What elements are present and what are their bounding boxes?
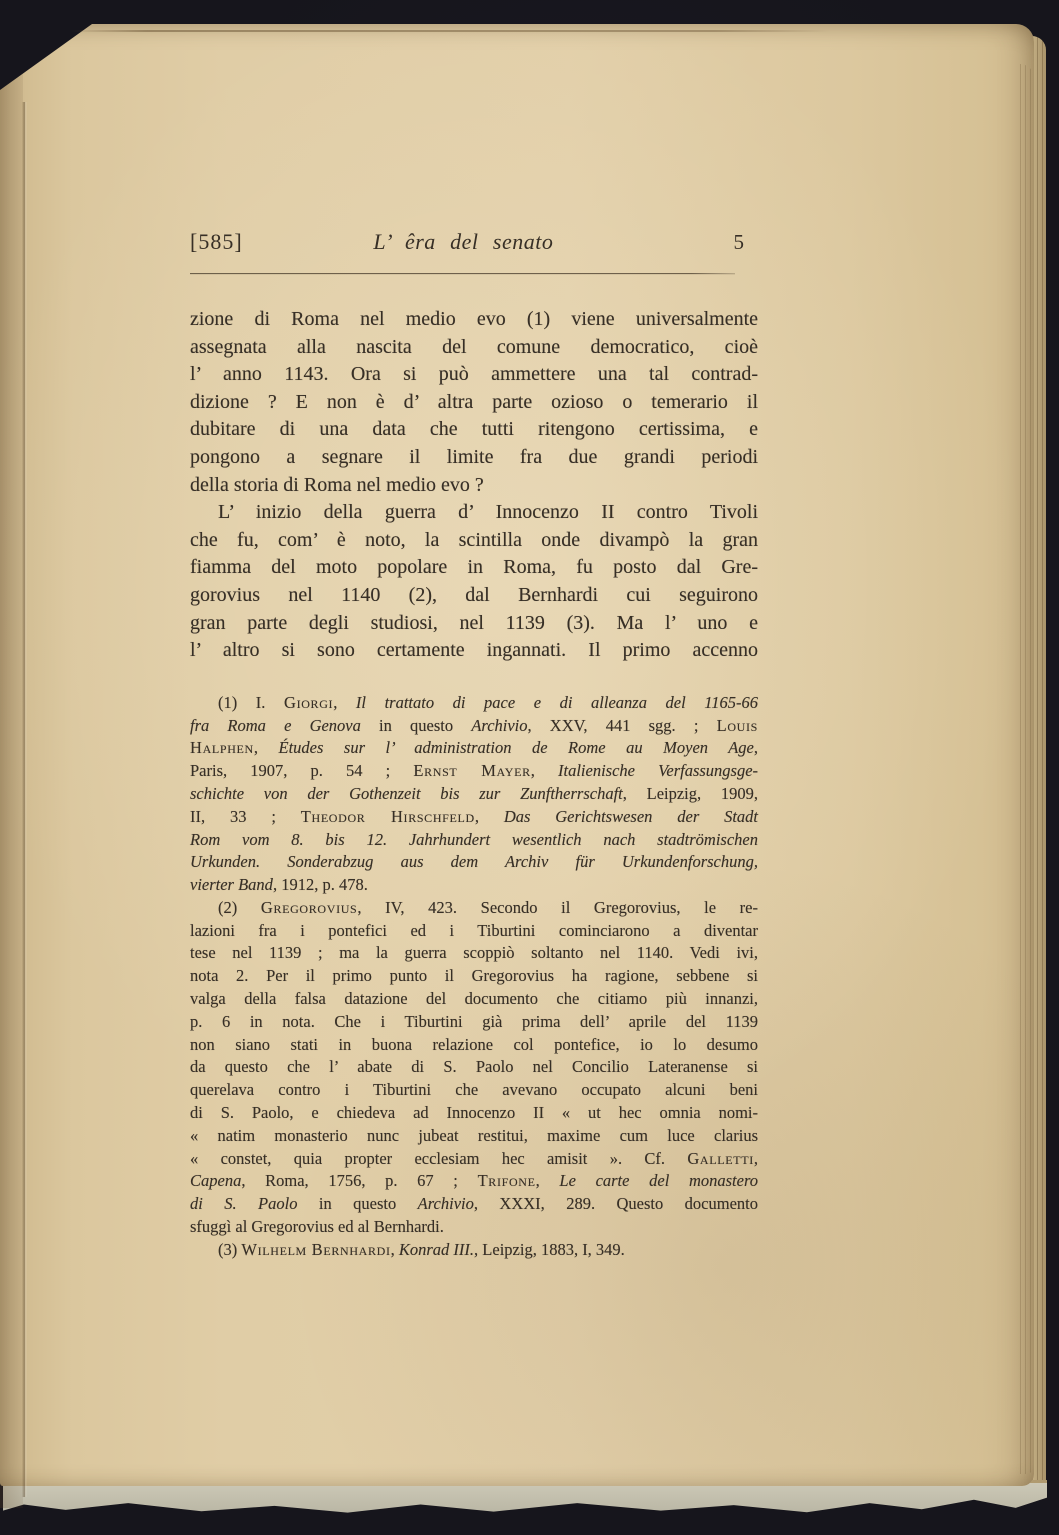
paragraph [190, 499, 758, 665]
body-text [190, 306, 758, 665]
text-line: querelava contro i Tiburtini che avevano occupato alcuni beni [190, 1080, 758, 1100]
text-line: (1) I. Giorgi, Il trattato di pace e di alleanza del 1165-66 [218, 692, 759, 712]
text-line: Rom vom 8. bis 12. Jahrhundert wesentlich nach stadtrömischen [190, 829, 758, 849]
paragraph [190, 897, 758, 1239]
text-line: non siano stati in buona relazione col pontefice, io lo desumo [190, 1034, 758, 1054]
text-line: fra Roma e Genova in questo Archivio, XXV, 441 sgg. ; Louis [190, 715, 758, 735]
text-line: pongono a segnare il limite fra due grandi periodi [190, 445, 758, 468]
text-line: valga della falsa datazione del documento che citiamo più innanzi, [190, 989, 758, 1009]
running-title: L’ êra del senato [373, 229, 554, 254]
text-line: l’ anno 1143. Ora si può ammettere una tal contrad- [190, 363, 758, 386]
text-line: gorovius nel 1140 (2), dal Bernhardi cui seguirono [190, 583, 758, 606]
text-line: « natim monasterio nunc jubeat restitui, maxime cum luce clarius [190, 1125, 758, 1145]
text-line: di S. Paolo, e chiedeva ad Innocenzo II « ut hec omnia nomi- [190, 1103, 758, 1123]
text-line: dubitare di una data che tutti ritengono certissima, e [190, 418, 758, 441]
text-line: lazioni fra i pontefici ed i Tiburtini cominciarono a diventar [190, 920, 758, 940]
text-line: Paris, 1907, p. 54 ; Ernst Mayer, Italienische Verfassungsge- [190, 761, 759, 781]
page-number: 5 [733, 230, 744, 254]
paragraph [190, 1239, 758, 1262]
gutter-shadow [0, 48, 23, 1508]
text-line: assegnata alla nascita del comune democratico, cioè [190, 335, 758, 358]
footnotes [190, 692, 758, 1262]
running-header [190, 229, 758, 263]
column-number: [585] [190, 229, 243, 254]
text-line: l’ altro si sono certamente ingannati. Il primo accenno [190, 639, 758, 662]
text-line: II, 33 ; Theodor Hirschfeld, Das Gerichtswesen der Stadt [190, 806, 759, 826]
text-line: sfuggì al Gregorovius ed al Bernhardi. [190, 1217, 444, 1237]
text-block [190, 229, 758, 1262]
text-line: (3) Wilhelm Bernhardi, Konrad III., Leipzig, 1883, I, 349. [218, 1239, 625, 1259]
text-line: gran parte degli studiosi, nel 1139 (3). Ma l’ uno e [190, 611, 758, 634]
text-line: nota 2. Per il primo punto il Gregorovius ha ragione, sebbene si [190, 966, 758, 986]
paragraph [190, 306, 758, 499]
text-line: Urkunden. Sonderabzug aus dem Archiv für Urkundenforschung, [190, 852, 758, 872]
text-line: Halphen, Études sur l’ administration de Rome au Moyen Age, [190, 738, 758, 758]
page-stack-inner-lines [1020, 64, 1034, 1474]
text-line: fiamma del moto popolare in Roma, fu posto dal Gre- [190, 556, 758, 579]
paragraph [190, 692, 758, 897]
text-line: p. 6 in nota. Che i Tiburtini già prima dell’ aprile del 1139 [190, 1011, 758, 1031]
header-rule [190, 273, 735, 274]
text-line: Capena, Roma, 1756, p. 67 ; Trifone, Le carte del monastero [190, 1171, 759, 1191]
text-line: vierter Band, 1912, p. 478. [190, 875, 368, 895]
text-line: schichte von der Gothenzeit bis zur Zunftherrschaft, Leipzig, 1909, [190, 783, 758, 803]
page-top-edge-line [70, 30, 830, 32]
text-line: di S. Paolo in questo Archivio, XXXI, 289. Questo documento [190, 1194, 758, 1214]
text-line: « constet, quia propter ecclesiam hec amisit ». Cf. Galletti, [190, 1148, 758, 1168]
text-line: L’ inizio della guerra d’ Innocenzo II contro Tivoli [218, 501, 758, 524]
text-line: della storia di Roma nel medio evo ? [190, 473, 484, 496]
text-line: (2) Gregorovius, IV, 423. Secondo il Gregorovius, le re- [218, 897, 758, 917]
text-line: zione di Roma nel medio evo (1) viene universalmente [190, 308, 758, 330]
text-line: dizione ? E non è d’ altra parte ozioso o temerario il [190, 390, 758, 413]
text-line: tese nel 1139 ; ma la guerra scoppiò soltanto nel 1140. Vedi ivi, [190, 943, 758, 963]
text-line: che fu, com’ è noto, la scintilla onde divampò la gran [190, 528, 758, 551]
text-line: da questo che l’ abate di S. Paolo nel Concilio Lateranense si [190, 1057, 758, 1077]
book-page [0, 24, 1034, 1486]
